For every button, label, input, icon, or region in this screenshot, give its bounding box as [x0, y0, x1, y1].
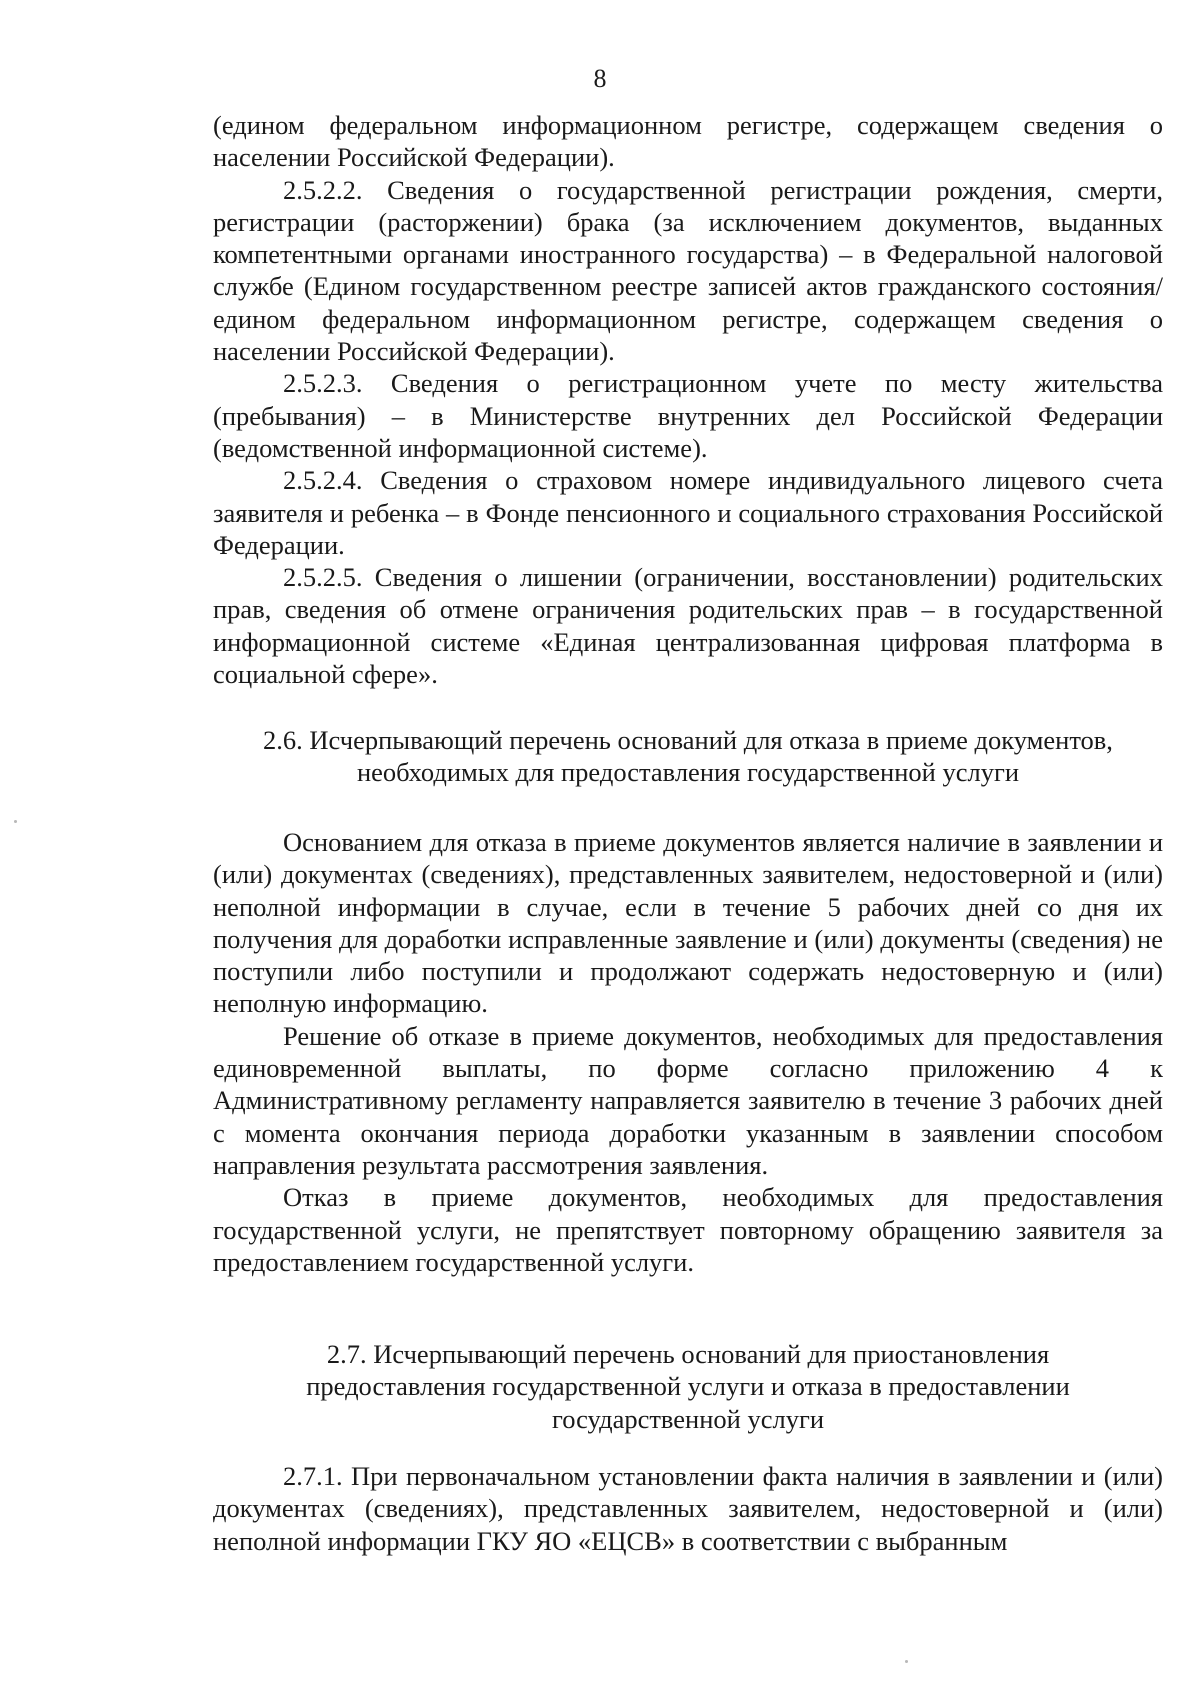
paragraph-2-5-2-5: 2.5.2.5. Сведения о лишении (ограничении, восстановлении) родительских прав, сведения об отмене ограничения родительских прав – в государственной информационной системе «Единая централизованная цифровая платформа в социальной сфере». — [213, 562, 1163, 690]
paragraph-refusal-grounds: Основанием для отказа в приеме документов является наличие в заявлении и (или) документах (сведениях), представленных заявителем, недостоверной и (или) неполной информации в случае, если в течение 5 рабочих дней со дня их получения для доработки исправленные заявление и (или) документы (сведения) не поступили либо поступили и продолжают содержать недостоверную и (или) неполную информацию. — [213, 827, 1163, 1019]
paragraph-repeat-application: Отказ в приеме документов, необходимых для предоставления государственной услуги, не препятствует повторному обращению заявителя за предоставлением государственной услуги. — [213, 1182, 1163, 1277]
paragraph-2-5-2-3: 2.5.2.3. Сведения о регистрационном учете по месту жительства (пребывания) – в Министерстве внутренних дел Российской Федерации (ведомственной информационной системе). — [213, 368, 1163, 463]
heading-line: необходимых для предоставления государственной услуги — [356, 757, 1020, 788]
paragraph-2-5-2-4: 2.5.2.4. Сведения о страховом номере индивидуального лицевого счета заявителя и ребенка – в Фонде пенсионного и социального страхования Российской Федерации. — [213, 465, 1163, 560]
section-heading-2-7 — [213, 1338, 1163, 1435]
paragraph-2-5-2-2: 2.5.2.2. Сведения о государственной регистрации рождения, смерти, регистрации (расторжении) брака (за исключением документов, выданных компетентными органами иностранного государства) – в Федеральной налоговой службе (Едином государственном реестре записей актов гражданского состояния/ едином федеральном информационном регистре, содержащем сведения о населении Российской Федерации). — [213, 174, 1163, 367]
paragraph-continuation: (едином федеральном информационном регистре, содержащем сведения о населении Российской Федерации). — [213, 110, 1163, 173]
body-text-top — [213, 109, 1163, 690]
heading-line: 2.6. Исчерпывающий перечень оснований для отказа в приеме документов, — [263, 725, 1113, 755]
heading-line: 2.7. Исчерпывающий перечень оснований для приостановления — [326, 1339, 1050, 1369]
section-heading-2-6 — [213, 724, 1163, 789]
paragraph-2-7-1: 2.7.1. При первоначальном установлении факта наличия в заявлении и (или) документах (сведениях), представленных заявителем, недостоверной и (или) неполной информации ГКУ ЯО «ЕЦСВ» в соответствии с выбранным — [213, 1461, 1163, 1556]
heading-line: предоставления государственной услуги и отказа в предоставлении — [306, 1371, 1070, 1402]
scan-speck — [14, 820, 17, 823]
scan-speck — [905, 1660, 908, 1663]
section-2-7-body — [213, 1460, 1163, 1557]
heading-line: государственной услуги — [551, 1403, 825, 1434]
page-number: 8 — [593, 64, 607, 93]
paragraph-refusal-decision: Решение об отказе в приеме документов, необходимых для предоставления единовременной выплаты, по форме согласно приложению 4 к Административному регламенту направляется заявителю в течение 3 рабочих дней с момента окончания периода доработки указанным в заявлении способом направления результата рассмотрения заявления. — [213, 1020, 1163, 1180]
section-2-6-body — [213, 826, 1163, 1278]
